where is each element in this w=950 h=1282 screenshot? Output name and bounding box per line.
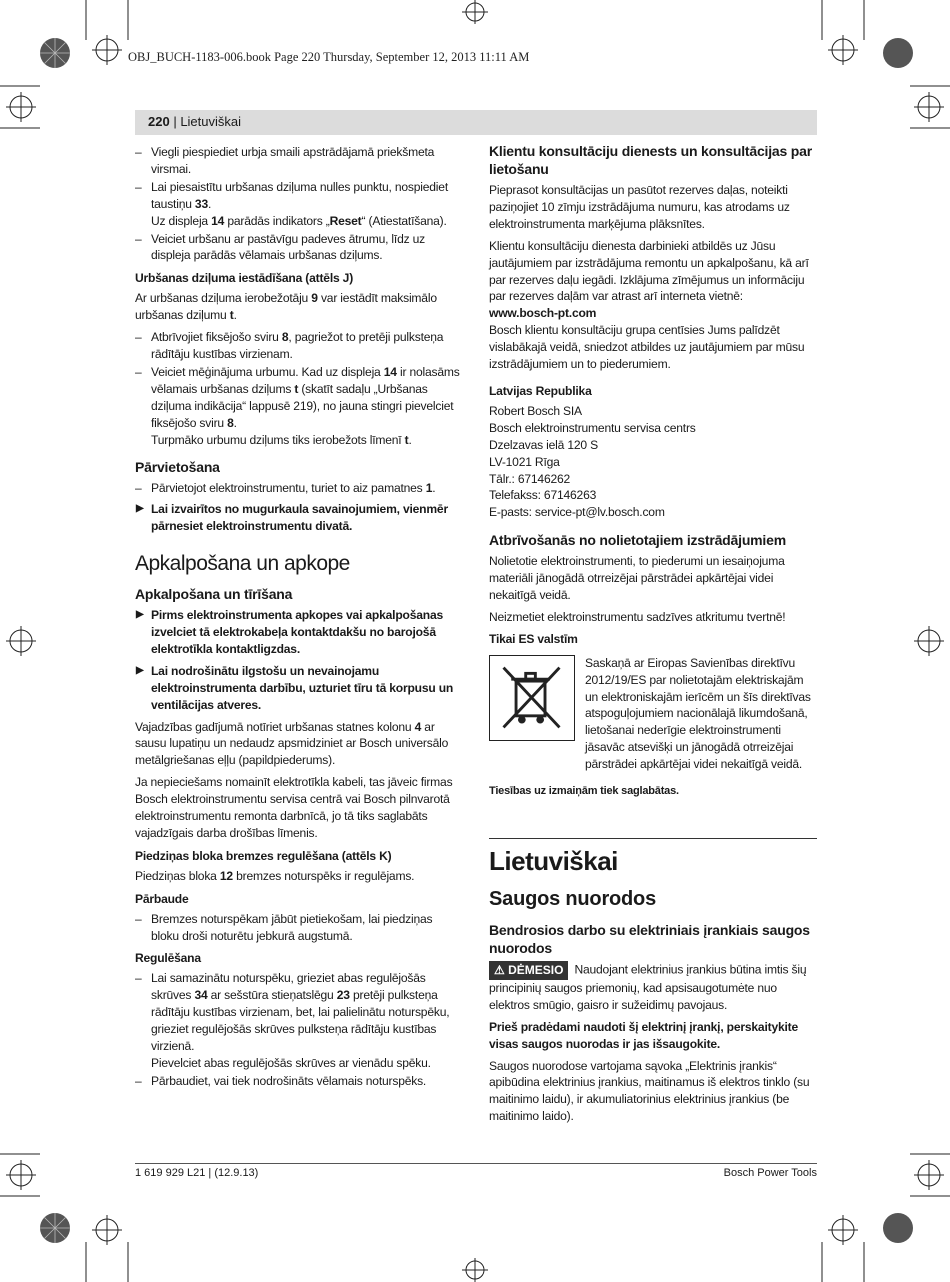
warning-item: ▶ Lai nodrošinātu ilgstošu un nevainojamu elektroinstrumenta darbību, uzturiet tīru tā korpusu un ventilācijas atveres.: [135, 663, 463, 714]
page-number: 220: [148, 114, 170, 129]
section-heading: Atbrīvošanās no nolietotajiem izstrādājumiem: [489, 532, 786, 549]
subheading: Regulēšana: [135, 951, 201, 966]
weee-block: [489, 651, 817, 773]
paragraph: Saugos nuorodose vartojama sąvoka „Elektrinis įrankis“ apibūdina elektrinius įrankius, maitinamus iš elektros tinklo (su maitinimo laidu), ir akumuliatorinius elektrinius įrankius (be maitinimo laido).: [489, 1058, 810, 1124]
right-column: [489, 142, 817, 1130]
list-item: – Bremzes noturspēkam jābūt pietiekošam, lai piedziņas bloku droši noturētu jebkurā augstumā.: [135, 911, 463, 945]
section-heading: Pārvietošana: [135, 459, 220, 476]
paragraph: Piedziņas bloka 12 bremzes noturspēks ir regulējams.: [135, 868, 415, 883]
weee-text: Saskaņā ar Eiropas Savienības direktīvu 2012/19/ES par nolietotajām elektriskajām un elektroniskajām ierīcēm un šīs direktīvas atspoguļojumiem nacionālajā likumdošanā, lietošanai nederīgie elektroinstrumenti jāsavāc atsevišķi un jānogādā otrreizējai pārstrādei apkārtējai videi nekaitīgā veidā.: [585, 655, 811, 772]
subheading: Pārbaude: [135, 891, 189, 906]
subheading: Latvijas Republika: [489, 383, 592, 398]
paragraph: ⚠ DĖMESIO Naudojant elektrinius įrankius būtina imtis šių principinių saugos priemonių, kad apsisaugotumėte nuo elektros smūgio, gaisro ir sužeidimų pavojaus.: [489, 962, 807, 1012]
print-header: OBJ_BUCH-1183-006.book Page 220 Thursday, September 12, 2013 11:11 AM: [128, 50, 530, 64]
address-line: LV-1021 Rīga: [489, 454, 560, 469]
list-item: – Atbrīvojiet fiksējošo sviru 8, pagriežot to pretēji pulksteņa rādītāju kustības virzienam.: [135, 329, 463, 363]
subheading: Piedziņas bloka bremzes regulēšana (attēls K): [135, 848, 392, 863]
chapter-heading: Apkalpošana un apkope: [135, 552, 350, 576]
section-heading: Klientu konsultāciju dienests un konsultācijas par lietošanu: [489, 143, 812, 177]
website-link[interactable]: www.bosch-pt.com: [489, 306, 597, 321]
paragraph: Bosch klientu konsultāciju grupa centīsies Jums palīdzēt vislabākajā veidā, sniedzot atbildes uz jautājumiem par mūsu izstrādājumiem un to piederumiem.: [489, 323, 805, 372]
section-heading: Apkalpošana un tīrīšana: [135, 586, 293, 603]
warning-item: ▶ Pirms elektroinstrumenta apkopes vai apkalpošanas izvelciet tā elektrokabeļa kontaktdakšu no barojošā elektrotīkla kontaktligzdas.: [135, 607, 463, 658]
chapter-heading: Saugos nuorodos: [489, 888, 657, 910]
section-divider: [489, 838, 817, 839]
paragraph: Neizmetiet elektroinstrumentu sadzīves atkritumu tvertnē!: [489, 609, 786, 624]
list-item: – Lai piesaistītu urbšanas dziļuma nulles punktu, nospiediet taustiņu 33. Uz displeja 14 parādās indikators „Reset“ (Atiestatīšana).: [135, 179, 463, 230]
footer-doc-number: 1 619 929 L21 | (12.9.13): [135, 1167, 259, 1179]
subheading: Tikai ES valstīm: [489, 631, 578, 646]
section-heading: Bendrosios darbo su elektriniais įrankiais saugos nuorodos: [489, 922, 810, 956]
list-item: – Pārvietojot elektroinstrumentu, turiet to aiz pamatnes 1.: [135, 480, 463, 497]
address-line: Robert Bosch SIA: [489, 403, 582, 418]
paragraph: Klientu konsultāciju dienesta darbinieki atbildēs uz Jūsu jautājumiem par izstrādājuma remontu un apkalpošanu, kā arī par rezerves daļu iegādi. Izklājuma zīmējumus un informāciju par rezerves daļām var atrast arī interneta vietnē:: [489, 238, 809, 304]
address-line: Dzelzavas ielā 120 S: [489, 437, 598, 452]
address-line: Tālr.: 67146262: [489, 471, 571, 486]
address-line: E-pasts: service-pt@lv.bosch.com: [489, 505, 665, 520]
paragraph: Vajadzības gadījumā notīriet urbšanas statnes kolonu 4 ar sausu lupatiņu un nedaudz apsmidziniet ar Bosch universālo metālgriešanas eļļu (papildpiederums).: [135, 719, 449, 768]
address-block: [489, 403, 817, 521]
list-item: – Viegli piespiediet urbja smaili apstrādājamā priekšmeta virsmai.: [135, 144, 463, 178]
list-item: – Pārbaudiet, vai tiek nodrošināts vēlamais noturspēks.: [135, 1073, 463, 1090]
footer-divider: [135, 1163, 817, 1164]
warning-item: ▶ Lai izvairītos no mugurkaula savainojumiem, vienmēr pārnesiet elektroinstrumentu divatā.: [135, 501, 463, 535]
list-item: – Veiciet urbšanu ar pastāvīgu padeves ātrumu, līdz uz displeja parādās vēlamais urbšanas dziļums.: [135, 231, 463, 265]
left-column: [135, 144, 463, 1091]
paragraph: Pieprasot konsultācijas un pasūtot rezerves daļas, noteikti paziņojiet 10 zīmju izstrādājuma numuru, kas atrodams uz elektroinstrumenta marķējuma plāksnītes.: [489, 183, 790, 231]
list-item: – Lai samazinātu noturspēku, grieziet abas regulējošās skrūves 34 ar sešstūra stieņatslēgu 23 pretēji pulksteņa rādītāju kustības virzienam, bet, lai palielinātu noturspēku, grieziet regulējošās skrūves pulksteņa rādītāju kustības virzienā. Pievelciet abas regulējošās skrūves ar vienādu spēku.: [135, 970, 463, 1071]
paragraph: Ja nepieciešams nomainīt elektrotīkla kabeli, tas jāveic firmas Bosch elektroinstrumentu servisa centrā vai Bosch pilnvarotā elektroinstrumentu remonta darbnīcā, jo tā tiks saglabāts vajadzīgais darba drošības līmenis.: [135, 775, 453, 840]
address-line: Telefakss: 67146263: [489, 488, 597, 503]
paragraph: Ar urbšanas dziļuma ierobežotāju 9 var iestādīt maksimālo urbšanas dziļumu t.: [135, 291, 437, 323]
list-item: – Veiciet mēģinājuma urbumu. Kad uz displeja 14 ir nolasāms vēlamais urbšanas dziļums t (skatīt sadaļu „Urbšanas dziļuma indikācija“ lappusē 219), no jauna stingri pievelciet fiksējošo sviru 8. Turpmāko urbumu dziļums tiks ierobežots līmenī t.: [135, 364, 463, 449]
footer-brand: Bosch Power Tools: [723, 1167, 817, 1179]
paragraph: Nolietotie elektroinstrumenti, to piederumi un iesaiņojuma materiāli jānogādā otrreizējai pārstrādei apkārtējai videi nekaitīgā veidā.: [489, 554, 785, 603]
paragraph: Prieš pradėdami naudoti šį elektrinį įrankį, perskaitykite visas saugos nuorodas ir jas išsaugokite.: [489, 1019, 799, 1051]
language-heading: Lietuviškai: [489, 846, 618, 876]
page-language: Lietuviškai: [180, 114, 242, 129]
subheading: Urbšanas dziļuma iestādīšana (attēls J): [135, 271, 354, 286]
crossed-bin-icon: [489, 655, 575, 741]
page-header: 220 | Lietuviškai: [148, 114, 242, 129]
rights-notice: Tiesības uz izmaiņām tiek saglabātas.: [489, 785, 679, 798]
address-line: Bosch elektroinstrumentu servisa centrs: [489, 420, 696, 435]
warning-badge: ⚠ DĖMESIO: [489, 961, 568, 980]
